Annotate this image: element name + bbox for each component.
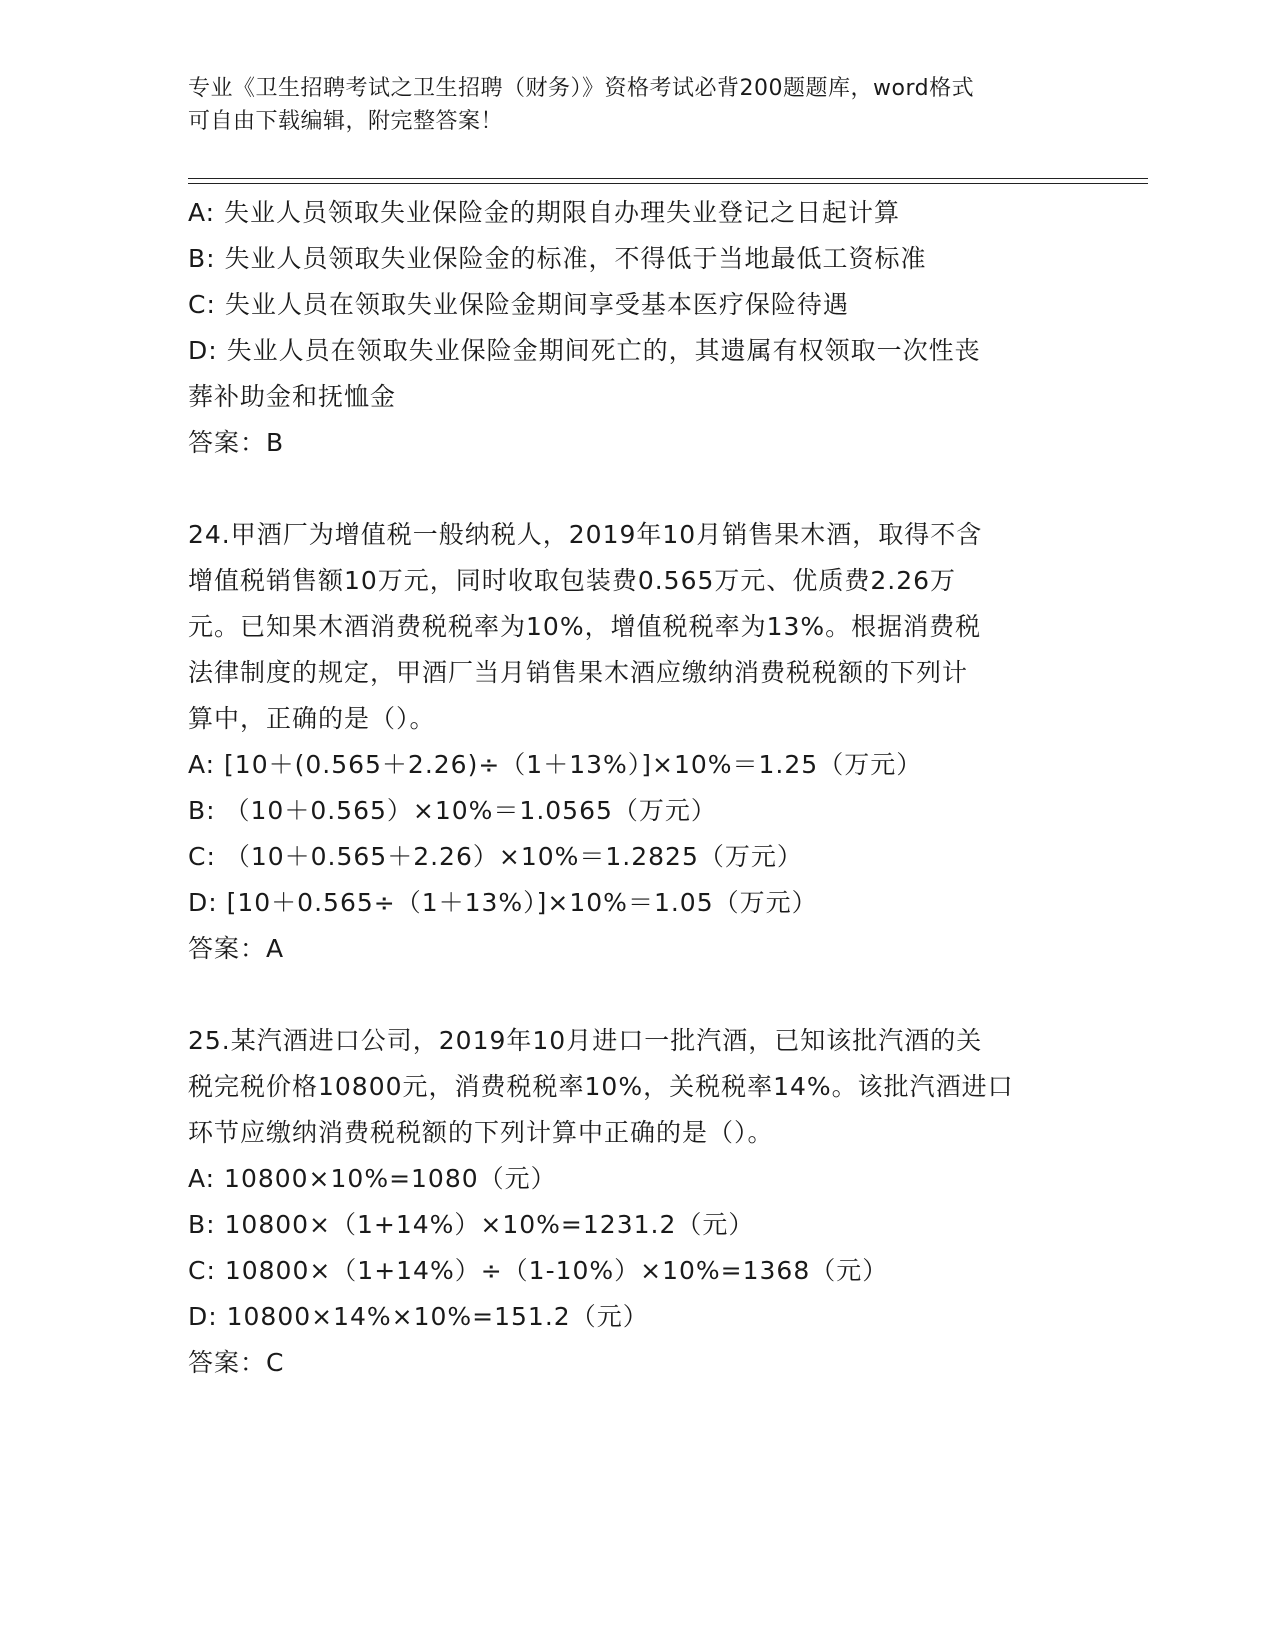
q24-answer: 答案：A (188, 934, 285, 963)
header-divider-bottom (188, 183, 1148, 184)
header-line-1: 专业《卫生招聘考试之卫生招聘（财务）》资格考试必背200题题库，word格式 (188, 76, 975, 101)
spacer (188, 466, 1088, 512)
question-25 (188, 1018, 1088, 1386)
q25-stem-line-3: 环节应缴纳消费税税额的下列计算中正确的是（）。 (188, 1118, 774, 1147)
spacer (188, 972, 1088, 1018)
q24-stem-line-1: 24.甲酒厂为增值税一般纳税人，2019年10月销售果木酒，取得不含 (188, 520, 983, 549)
q25-stem-line-2: 税完税价格10800元，消费税税率10%，关税税率14%。该批汽酒进口 (188, 1072, 1014, 1101)
q25-option-a: A: 10800×10%=1080（元） (188, 1164, 557, 1193)
q25-option-c: C: 10800×（1+14%）÷（1-10%）×10%=1368（元） (188, 1256, 889, 1285)
document-body (188, 190, 1088, 1386)
q24-option-b: B: （10＋0.565）×10%＝1.0565（万元） (188, 796, 717, 825)
q23-option-d: D: 失业人员在领取失业保险金期间死亡的，其遗属有权领取一次性丧 (188, 336, 981, 365)
header-line-2: 可自由下载编辑，附完整答案！ (188, 109, 504, 134)
question-23 (188, 190, 1088, 466)
q23-option-a: A: 失业人员领取失业保险金的期限自办理失业登记之日起计算 (188, 198, 901, 227)
q23-option-d-continued: 葬补助金和抚恤金 (188, 382, 397, 411)
q24-stem-line-3: 元。已知果木酒消费税税率为10%，增值税税率为13%。根据消费税 (188, 612, 982, 641)
question-24 (188, 512, 1088, 972)
document-header (188, 72, 1088, 138)
q24-stem-line-4: 法律制度的规定，甲酒厂当月销售果木酒应缴纳消费税税额的下列计 (188, 658, 969, 687)
q24-option-c: C: （10＋0.565＋2.26）×10%＝1.2825（万元） (188, 842, 803, 871)
q25-option-b: B: 10800×（1+14%）×10%=1231.2（元） (188, 1210, 755, 1239)
header-divider-top (188, 178, 1148, 179)
q23-option-c: C: 失业人员在领取失业保险金期间享受基本医疗保险待遇 (188, 290, 849, 319)
q24-option-a: A: [10＋(0.565＋2.26)÷（1＋13%）]×10%＝1.25（万元） (188, 750, 923, 779)
q23-option-b: B: 失业人员领取失业保险金的标准，不得低于当地最低工资标准 (188, 244, 927, 273)
q25-option-d: D: 10800×14%×10%=151.2（元） (188, 1302, 649, 1331)
q24-stem-line-5: 算中，正确的是（）。 (188, 704, 436, 733)
q23-answer: 答案：B (188, 428, 285, 457)
q24-stem-line-2: 增值税销售额10万元，同时收取包装费0.565万元、优质费2.26万 (188, 566, 957, 595)
q25-stem-line-1: 25.某汽酒进口公司，2019年10月进口一批汽酒，已知该批汽酒的关 (188, 1026, 983, 1055)
q25-answer: 答案：C (188, 1348, 285, 1377)
q24-option-d: D: [10＋0.565÷（1＋13%）]×10%＝1.05（万元） (188, 888, 818, 917)
